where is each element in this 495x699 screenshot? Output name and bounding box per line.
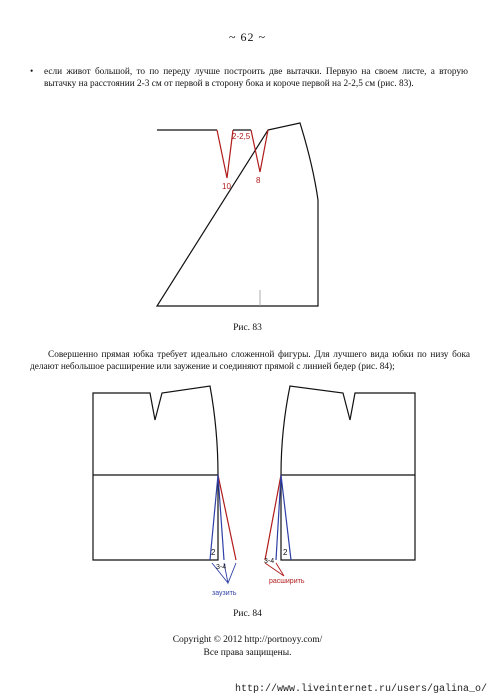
fig83-label-spacing: 2-2,5	[232, 132, 251, 141]
fig83-label-10: 10	[222, 182, 231, 191]
watermark-url: http://www.liveinternet.ru/users/galina_o/	[234, 684, 487, 695]
fig83-dart-1	[217, 130, 233, 178]
copyright-line: Copyright © 2012 http://portnoyy.com/	[172, 635, 323, 645]
figure-84-right-panel	[264, 386, 415, 585]
figure-83	[157, 123, 318, 306]
bullet-marker: •	[30, 67, 34, 77]
fig84-label-narrow: заузить	[212, 590, 237, 597]
bullet-paragraph-text: если живот большой, то по переду лучше построить две вытачки. Первую на своем листе, а вторую вытачку на расстоянии 2-3 см от первой в сторону бока и короче первой на 2-2,5 см (рис. 83).	[44, 67, 468, 89]
fig83-dart-2	[251, 130, 268, 172]
paragraph-2: Совершенно прямая юбка требует идеально сложенной фигуры. Для лучшего вида юбки по низу бока делают небольшое расширение или заужение и соединяют прямой с линией бедер (рис. 84);	[30, 350, 470, 372]
fig83-label-8: 8	[256, 176, 261, 185]
figure-83-caption: Рис. 83	[233, 323, 262, 333]
figure-84-caption: Рис. 84	[233, 609, 262, 619]
fig84-left-label-3-4: 3-4	[216, 564, 227, 571]
fig84-left-label-2: 2	[211, 548, 216, 557]
fig84-right-outline	[281, 386, 415, 560]
rights-line: Все права защищены.	[203, 648, 292, 658]
fig83-outline	[157, 123, 318, 306]
page-number: ~ 62 ~	[229, 30, 266, 44]
fig84-left-outline	[93, 386, 218, 560]
figure-84-left-panel	[93, 386, 237, 597]
fig84-label-widen: расширить	[269, 578, 305, 585]
fig84-right-label-3-4: 3-4	[264, 558, 275, 565]
fig84-right-label-2: 2	[283, 548, 288, 557]
